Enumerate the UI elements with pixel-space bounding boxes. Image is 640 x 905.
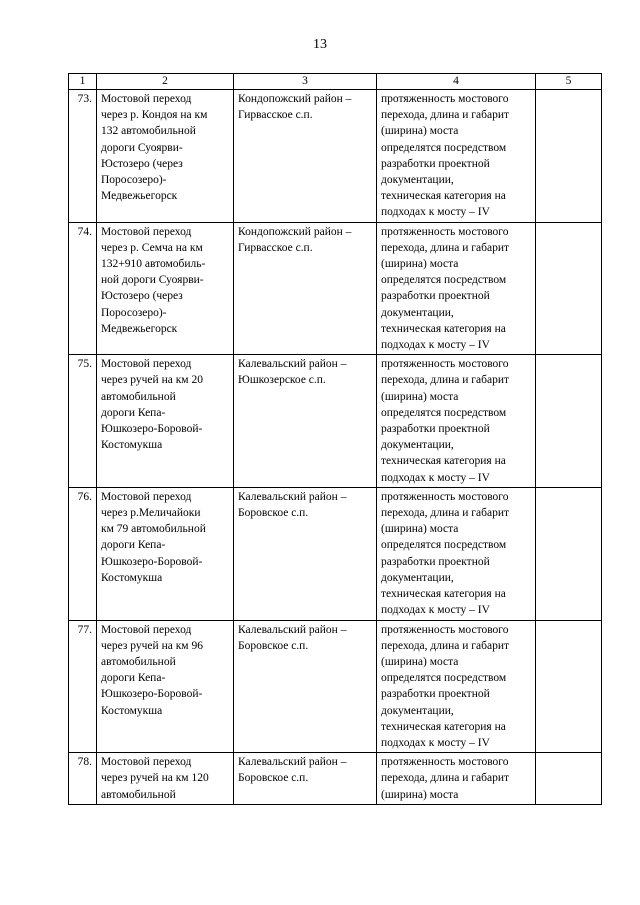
location-cell: Кондопожский район – Гирвасское с.п. bbox=[234, 222, 377, 355]
row-number: 74. bbox=[69, 222, 97, 355]
note-cell bbox=[536, 90, 602, 223]
page-number: 13 bbox=[313, 37, 327, 52]
object-name-cell: Мостовой переход через ручей на км 120 автомобильной bbox=[97, 753, 234, 805]
note-cell bbox=[536, 487, 602, 620]
parameters-cell: протяженность мостового перехода, длина и габарит (ширина) моста определятся посредством разработки проектной документации, техническая категория на подходах к мосту – IV bbox=[377, 620, 536, 753]
note-cell bbox=[536, 620, 602, 753]
row-number: 76. bbox=[69, 487, 97, 620]
parameters-cell: протяженность мостового перехода, длина и габарит (ширина) моста определятся посредством разработки проектной документации, техническая категория на подходах к мосту – IV bbox=[377, 90, 536, 223]
object-name-cell: Мостовой переход через ручей на км 96 автомобильной дороги Кепа- Юшкозеро-Боровой- Костомукша bbox=[97, 620, 234, 753]
table-row bbox=[69, 222, 602, 355]
object-name-cell: Мостовой переход через р. Кондоя на км 132 автомобильной дороги Суоярви- Юстозеро (через Поросозеро)- Медвежьегорск bbox=[97, 90, 234, 223]
location-cell: Калевальский район – Юшкозерское с.п. bbox=[234, 355, 377, 488]
location-cell: Калевальский район – Боровское с.п. bbox=[234, 753, 377, 805]
note-cell bbox=[536, 222, 602, 355]
column-header-4: 4 bbox=[377, 74, 536, 90]
row-number: 77. bbox=[69, 620, 97, 753]
column-header-5: 5 bbox=[536, 74, 602, 90]
table-row bbox=[69, 487, 602, 620]
location-cell: Калевальский район – Боровское с.п. bbox=[234, 620, 377, 753]
object-name-cell: Мостовой переход через р.Меличайоки км 79 автомобильной дороги Кепа- Юшкозеро-Боровой- Костомукша bbox=[97, 487, 234, 620]
note-cell bbox=[536, 355, 602, 488]
table-header-row bbox=[69, 74, 602, 90]
row-number: 75. bbox=[69, 355, 97, 488]
parameters-cell: протяженность мостового перехода, длина и габарит (ширина) моста определятся посредством разработки проектной документации, техническая категория на подходах к мосту – IV bbox=[377, 222, 536, 355]
table-row bbox=[69, 620, 602, 753]
note-cell bbox=[536, 753, 602, 805]
object-name-cell: Мостовой переход через р. Семча на км 132+910 автомобиль- ной дороги Суоярви- Юстозеро (через Поросозеро)- Медвежьегорск bbox=[97, 222, 234, 355]
column-header-3: 3 bbox=[234, 74, 377, 90]
column-header-1: 1 bbox=[69, 74, 97, 90]
column-header-2: 2 bbox=[97, 74, 234, 90]
parameters-cell: протяженность мостового перехода, длина и габарит (ширина) моста определятся посредством разработки проектной документации, техническая категория на подходах к мосту – IV bbox=[377, 355, 536, 488]
location-cell: Калевальский район – Боровское с.п. bbox=[234, 487, 377, 620]
row-number: 73. bbox=[69, 90, 97, 223]
location-cell: Кондопожский район – Гирвасское с.п. bbox=[234, 90, 377, 223]
table-row bbox=[69, 355, 602, 488]
row-number: 78. bbox=[69, 753, 97, 805]
table-row bbox=[69, 753, 602, 805]
bridge-crossings-table bbox=[68, 73, 602, 805]
table-row bbox=[69, 90, 602, 223]
object-name-cell: Мостовой переход через ручей на км 20 автомобильной дороги Кепа- Юшкозеро-Боровой- Костомукша bbox=[97, 355, 234, 488]
parameters-cell: протяженность мостового перехода, длина и габарит (ширина) моста определятся посредством разработки проектной документации, техническая категория на подходах к мосту – IV bbox=[377, 487, 536, 620]
parameters-cell: протяженность мостового перехода, длина и габарит (ширина) моста bbox=[377, 753, 536, 805]
